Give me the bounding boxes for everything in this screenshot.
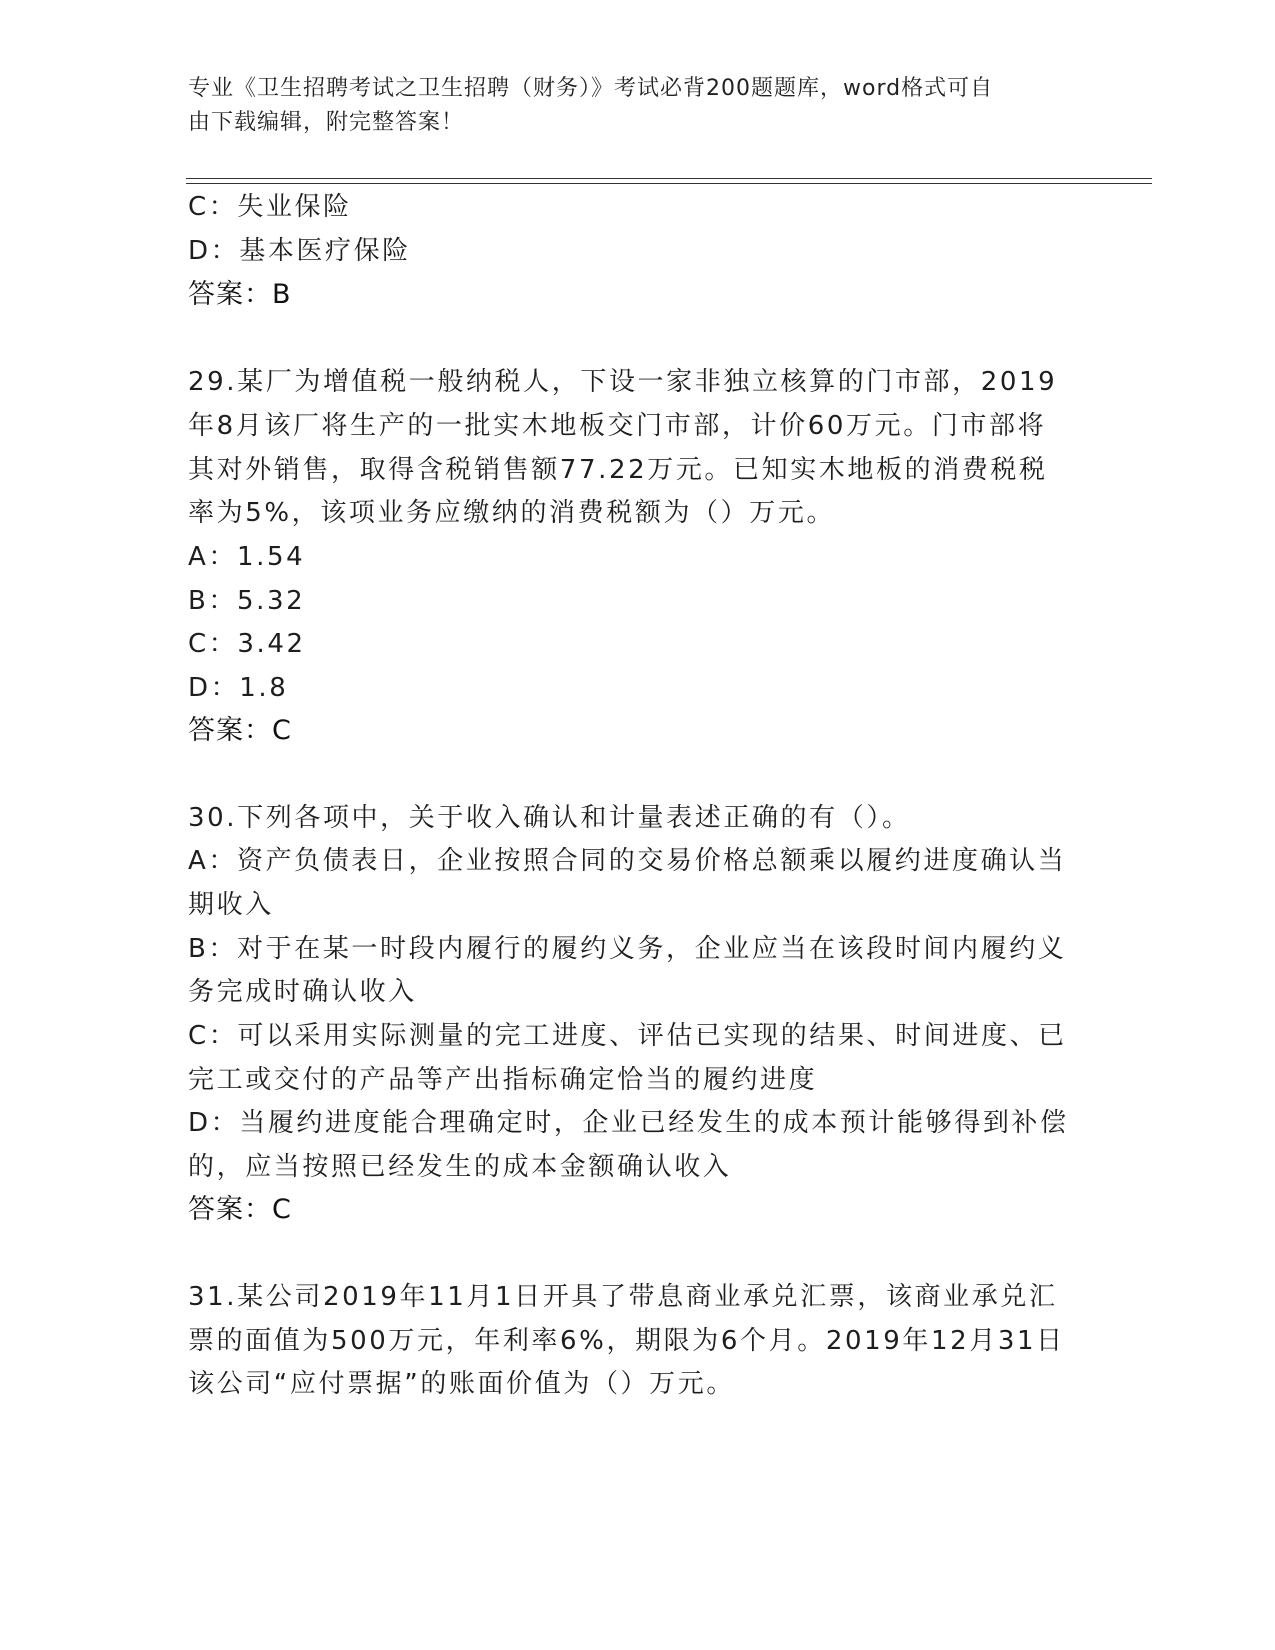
q29-stem-line-2: 年8月该厂将生产的一批实木地板交门市部，计价60万元。门市部将 — [188, 411, 1047, 441]
q30-option-b-line-2: 务完成时确认收入 — [188, 977, 417, 1007]
q30-answer: 答案：C — [188, 1194, 292, 1225]
q30-stem: 30.下列各项中，关于收入确认和计量表述正确的有（）。 — [188, 803, 911, 833]
q29-stem-line-3: 其对外销售，取得含税销售额77.22万元。已知实木地板的消费税税 — [188, 455, 1048, 485]
q30-option-d-line-2: 的，应当按照已经发生的成本金额确认收入 — [188, 1152, 732, 1182]
q29-option-b: B：5.32 — [188, 586, 306, 616]
q30-option-b-line-1: B：对于在某一时段内履行的履约义务，企业应当在该段时间内履约义 — [188, 934, 1067, 964]
q31-stem-line-2: 票的面值为500万元，年利率6%，期限为6个月。2019年12月31日 — [188, 1326, 1065, 1356]
q31-stem-line-1: 31.某公司2019年11月1日开具了带息商业承兑汇票，该商业承兑汇 — [188, 1282, 1058, 1312]
q31-stem-line-3: 该公司“应付票据”的账面价值为（）万元。 — [188, 1369, 735, 1399]
q29-stem-line-4: 率为5%，该项业务应缴纳的消费税额为（）万元。 — [188, 498, 836, 528]
q29-option-d: D：1.8 — [188, 673, 289, 703]
prev-answer: 答案：B — [188, 279, 292, 310]
prev-option-c: C：失业保险 — [188, 192, 352, 222]
q29-option-a: A：1.54 — [188, 542, 306, 572]
q30-option-c-line-2: 完工或交付的产品等产出指标确定恰当的履约进度 — [188, 1065, 818, 1095]
prev-option-d: D：基本医疗保险 — [188, 236, 411, 266]
q30-option-c-line-1: C：可以采用实际测量的完工进度、评估已实现的结果、时间进度、已 — [188, 1021, 1067, 1051]
page-header — [188, 72, 1068, 140]
header-divider-bottom — [186, 183, 1152, 184]
q29-option-c: C：3.42 — [188, 629, 306, 659]
q30-option-a-line-2: 期收入 — [188, 890, 274, 920]
header-line-1: 专业《卫生招聘考试之卫生招聘（财务）》考试必背200题题库，word格式可自 — [188, 76, 994, 101]
header-line-2: 由下载编辑，附完整答案！ — [188, 110, 465, 135]
q29-answer: 答案：C — [188, 715, 292, 746]
q29-stem-line-1: 29.某厂为增值税一般纳税人，下设一家非独立核算的门市部，2019 — [188, 367, 1058, 397]
header-divider-top — [186, 178, 1152, 179]
q30-option-a-line-1: A：资产负债表日，企业按照合同的交易价格总额乘以履约进度确认当 — [188, 846, 1067, 876]
q30-option-d-line-1: D：当履约进度能合理确定时，企业已经发生的成本预计能够得到补偿 — [188, 1108, 1069, 1138]
